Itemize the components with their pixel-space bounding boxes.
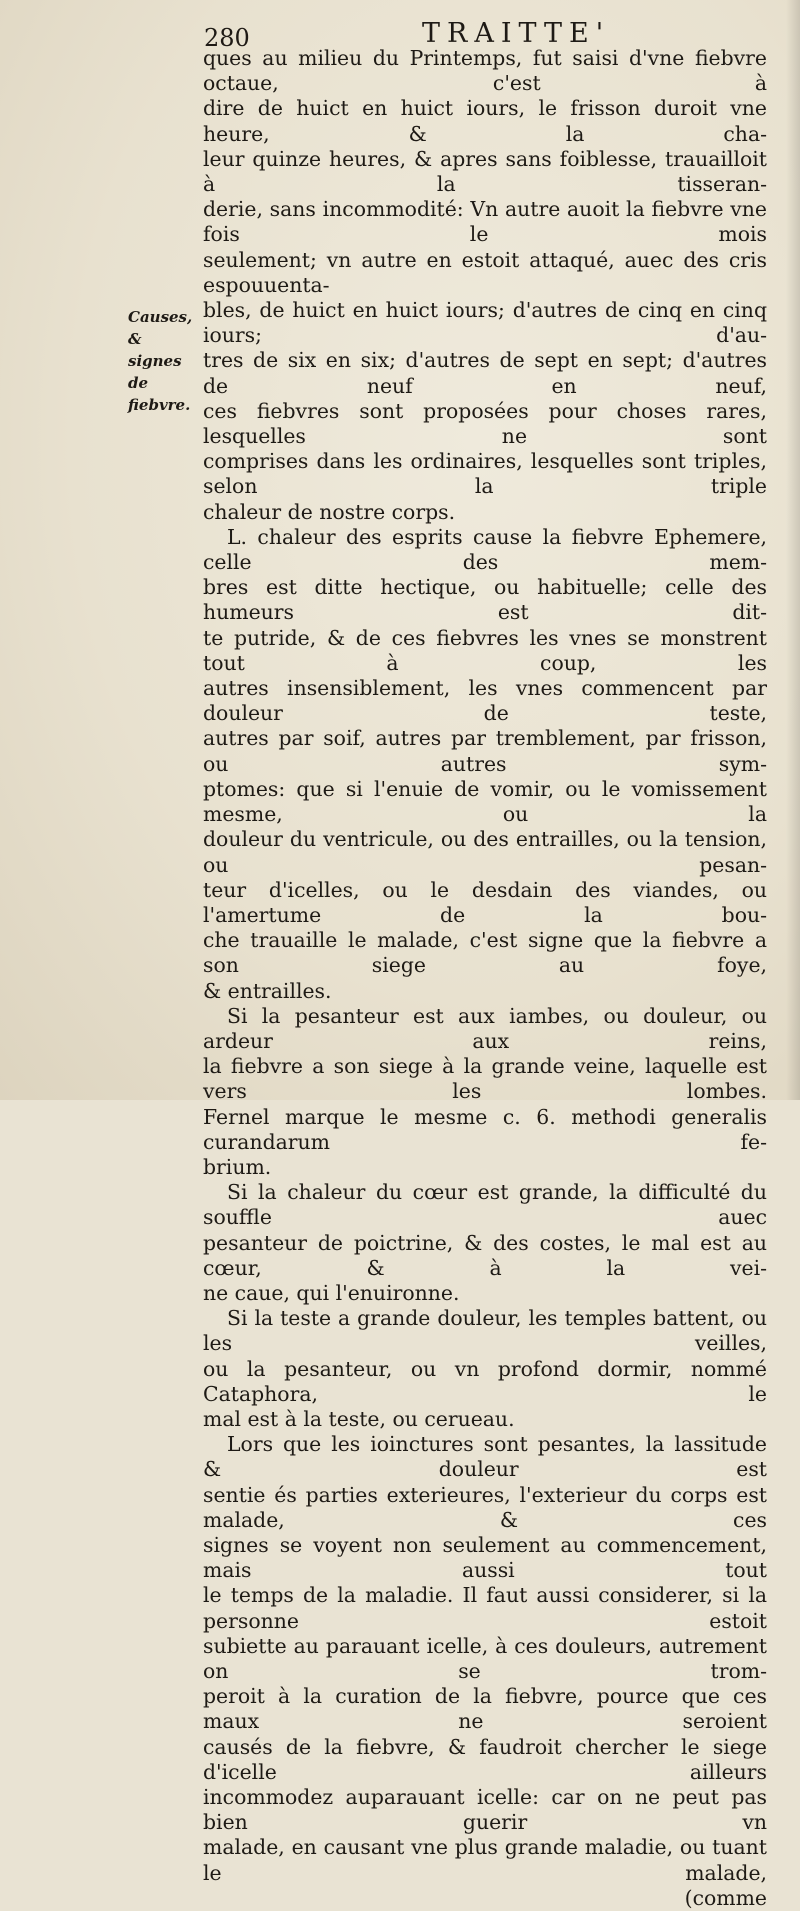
text-line: ne caue, qui l'enuironne. (203, 1280, 460, 1305)
text-line: subiette au parauant icelle, à ces douleurs, autrement on se trom- (203, 1633, 767, 1683)
text-line: ou la pesanteur, ou vn profond dormir, nommé Cataphora, le (203, 1356, 767, 1406)
text-line: chaleur de nostre corps. (203, 499, 456, 524)
margin-note-line: signes de (128, 352, 182, 392)
running-title: TRAITTE' (422, 18, 611, 49)
text-line: Si la teste a grande douleur, les temples battent, ou les veilles, (203, 1306, 767, 1356)
text-line: signes se voyent non seulement au commencement, mais aussi tout (203, 1532, 767, 1583)
text-line: ptomes: que si l'enuie de vomir, ou le vomissement mesme, ou la (203, 776, 767, 827)
text-line: mal est à la teste, ou cerueau. (203, 1406, 515, 1431)
text-line: autres insensiblement, les vnes commencent par douleur de teste, (203, 676, 767, 726)
margin-note-line: Causes, & (128, 308, 193, 348)
body-text (203, 46, 767, 1911)
text-line: dire de huict en huict iours, le frisson duroit vne heure, & la cha- (203, 96, 767, 146)
text-line: Si la chaleur du cœur est grande, la difficulté du souffle auec (203, 1180, 767, 1230)
text-line: causés de la fiebvre, & faudroit chercher le siege d'icelle ailleurs (203, 1734, 767, 1784)
text-line: ques au milieu du Printemps, fut saisi d'vne fiebvre octaue, c'est à (203, 46, 767, 96)
text-line: te putride, & de ces fiebvres les vnes se monstrent tout à coup, les (203, 625, 767, 675)
text-line: & entrailles. (203, 978, 332, 1003)
text-line: Lors que les ioinctures sont pesantes, la lassitude & douleur est (203, 1432, 767, 1482)
text-line: che trauaille le malade, c'est signe que la fiebvre a son siege au foye, (203, 928, 767, 978)
margin-note (128, 306, 204, 416)
margin-note-line: fiebvre. (128, 396, 191, 414)
text-line: seulement; vn autre en estoit attaqué, auec des cris espouuenta- (203, 247, 767, 297)
text-line: L. chaleur des esprits cause la fiebvre Ephemere, celle des mem- (203, 524, 767, 575)
text-line: bles, de huict en huict iours; d'autres de cinq en cinq iours; d'au- (203, 298, 767, 348)
text-line: sentie és parties exterieures, l'exterieur du corps est malade, & ces (203, 1482, 767, 1532)
text-line: tres de six en six; d'autres de sept en sept; d'autres de neuf en neuf, (203, 348, 767, 398)
text-line: pesanteur de poictrine, & des costes, le mal est au cœur, & à la vei- (203, 1230, 767, 1280)
text-line: brium. (203, 1154, 272, 1179)
text-line: le temps de la maladie. Il faut aussi considerer, si la personne estoit (203, 1583, 767, 1633)
text-line: leur quinze heures, & apres sans foiblesse, trauailloit à la tisseran- (203, 146, 767, 197)
text-line: incommodez auparauant icelle: car on ne peut pas bien guerir vn (203, 1785, 767, 1835)
text-line: Si la pesanteur est aux iambes, ou douleur, ou ardeur aux reins, (203, 1003, 767, 1053)
text-line: la fiebvre a son siege à la grande veine, laquelle est vers les lombes. (203, 1054, 767, 1104)
text-line: Fernel marque le mesme c. 6. methodi generalis curandarum fe- (203, 1104, 767, 1154)
text-line: bres est ditte hectique, ou habituelle; celle des humeurs est dit- (203, 575, 767, 625)
text-line: ces fiebvres sont proposées pour choses rares, lesquelles ne sont (203, 398, 767, 449)
page-number: 280 (204, 24, 250, 52)
text-line: teur d'icelles, ou le desdain des viandes, ou l'amertume de la bou- (203, 877, 767, 927)
text-line: comprises dans les ordinaires, lesquelles sont triples, selon la triple (203, 449, 767, 499)
text-line: derie, sans incommodité: Vn autre auoit la fiebvre vne fois le mois (203, 197, 767, 247)
catchword: (comme (684, 1885, 767, 1910)
text-line: autres par soif, autres par tremblement, par frisson, ou autres sym- (203, 726, 767, 776)
page-edge-shadow (786, 0, 800, 1100)
text-line: malade, en causant vne plus grande maladie, ou tuant le malade, (203, 1835, 767, 1885)
text-line: douleur du ventricule, ou des entrailles, ou la tension, ou pesan- (203, 827, 767, 877)
text-line: peroit à la curation de la fiebvre, pource que ces maux ne seroient (203, 1684, 767, 1734)
